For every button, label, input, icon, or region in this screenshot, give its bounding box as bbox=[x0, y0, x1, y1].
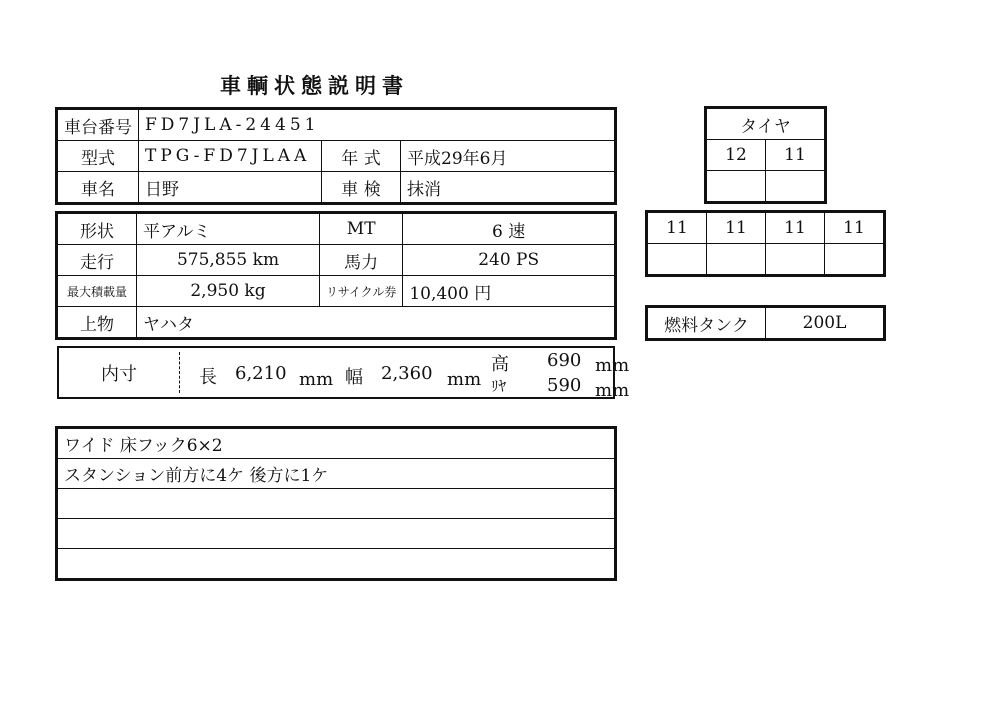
name-value: 日野 bbox=[139, 172, 322, 203]
inspection-label: 車 検 bbox=[322, 172, 401, 203]
inspection-value: 抹消 bbox=[401, 172, 615, 203]
year-value: 平成29年6月 bbox=[401, 141, 615, 172]
specs-table bbox=[57, 213, 615, 338]
hp-value: 240 PS bbox=[403, 245, 615, 276]
chassis-value: FD7JLA-24451 bbox=[139, 110, 615, 141]
tire-rear-2: 11 bbox=[707, 213, 766, 244]
rear-label: ﾘﾔ bbox=[491, 377, 507, 395]
width-unit: mm bbox=[447, 369, 482, 390]
vehicle-info-table bbox=[57, 109, 615, 203]
note-line: スタンション前方に4ケ 後方に1ケ bbox=[58, 459, 615, 489]
tire-rear-empty bbox=[648, 244, 707, 275]
tire-rear-1: 11 bbox=[648, 213, 707, 244]
mt-value: 6 速 bbox=[403, 214, 615, 245]
capacity-value: 2,950 kg bbox=[137, 276, 320, 307]
tire-rear-empty bbox=[825, 244, 884, 275]
width-value: 2,360 bbox=[381, 363, 433, 384]
length-value: 6,210 bbox=[235, 363, 287, 384]
chassis-label: 車台番号 bbox=[58, 110, 139, 141]
notes-table bbox=[57, 428, 615, 579]
capacity-label: 最大積載量 bbox=[58, 276, 137, 307]
tire-rear-3: 11 bbox=[766, 213, 825, 244]
document-title: 車輌状態説明書 bbox=[220, 73, 409, 98]
body-value: ヤハタ bbox=[137, 307, 615, 338]
fuel-tank-table bbox=[647, 307, 884, 339]
note-line bbox=[58, 549, 615, 579]
length-label: 長 bbox=[199, 367, 217, 388]
tire-rear-empty bbox=[766, 244, 825, 275]
name-label: 車名 bbox=[58, 172, 139, 203]
fuel-label: 燃料タンク bbox=[648, 308, 766, 339]
note-line bbox=[58, 519, 615, 549]
shape-label: 形状 bbox=[58, 214, 137, 245]
tire-rear-table bbox=[647, 212, 884, 275]
hp-label: 馬力 bbox=[320, 245, 403, 276]
note-line: ワイド 床フック6×2 bbox=[58, 429, 615, 459]
recycle-label: リサイクル券 bbox=[320, 276, 403, 307]
tire-front-empty bbox=[707, 171, 766, 202]
shape-value: 平アルミ bbox=[137, 214, 320, 245]
height-unit: mm bbox=[595, 355, 630, 376]
tire-front-empty bbox=[766, 171, 825, 202]
tire-rear-4: 11 bbox=[825, 213, 884, 244]
fuel-value: 200L bbox=[766, 308, 884, 339]
tire-label: タイヤ bbox=[707, 109, 825, 140]
width-label: 幅 bbox=[345, 367, 363, 388]
rear-value: 590 bbox=[547, 375, 582, 396]
year-label: 年 式 bbox=[322, 141, 401, 172]
rear-unit: mm bbox=[595, 380, 630, 401]
dashed-divider bbox=[179, 352, 180, 393]
height-value: 690 bbox=[547, 350, 582, 371]
tire-front-left: 12 bbox=[707, 140, 766, 171]
mileage-label: 走行 bbox=[58, 245, 137, 276]
model-label: 型式 bbox=[58, 141, 139, 172]
length-unit: mm bbox=[299, 369, 334, 390]
mt-label: MT bbox=[320, 214, 403, 245]
body-label: 上物 bbox=[58, 307, 137, 338]
tire-front-right: 11 bbox=[766, 140, 825, 171]
height-label: 高 bbox=[491, 354, 509, 375]
mileage-value: 575,855 km bbox=[137, 245, 320, 276]
recycle-value: 10,400 円 bbox=[403, 276, 615, 307]
tire-front-table bbox=[706, 108, 825, 202]
model-value: TPG-FD7JLAA bbox=[139, 141, 322, 172]
note-line bbox=[58, 489, 615, 519]
inner-dimensions-label: 内寸 bbox=[101, 363, 137, 385]
inner-dimensions-box bbox=[57, 346, 630, 401]
tire-rear-empty bbox=[707, 244, 766, 275]
